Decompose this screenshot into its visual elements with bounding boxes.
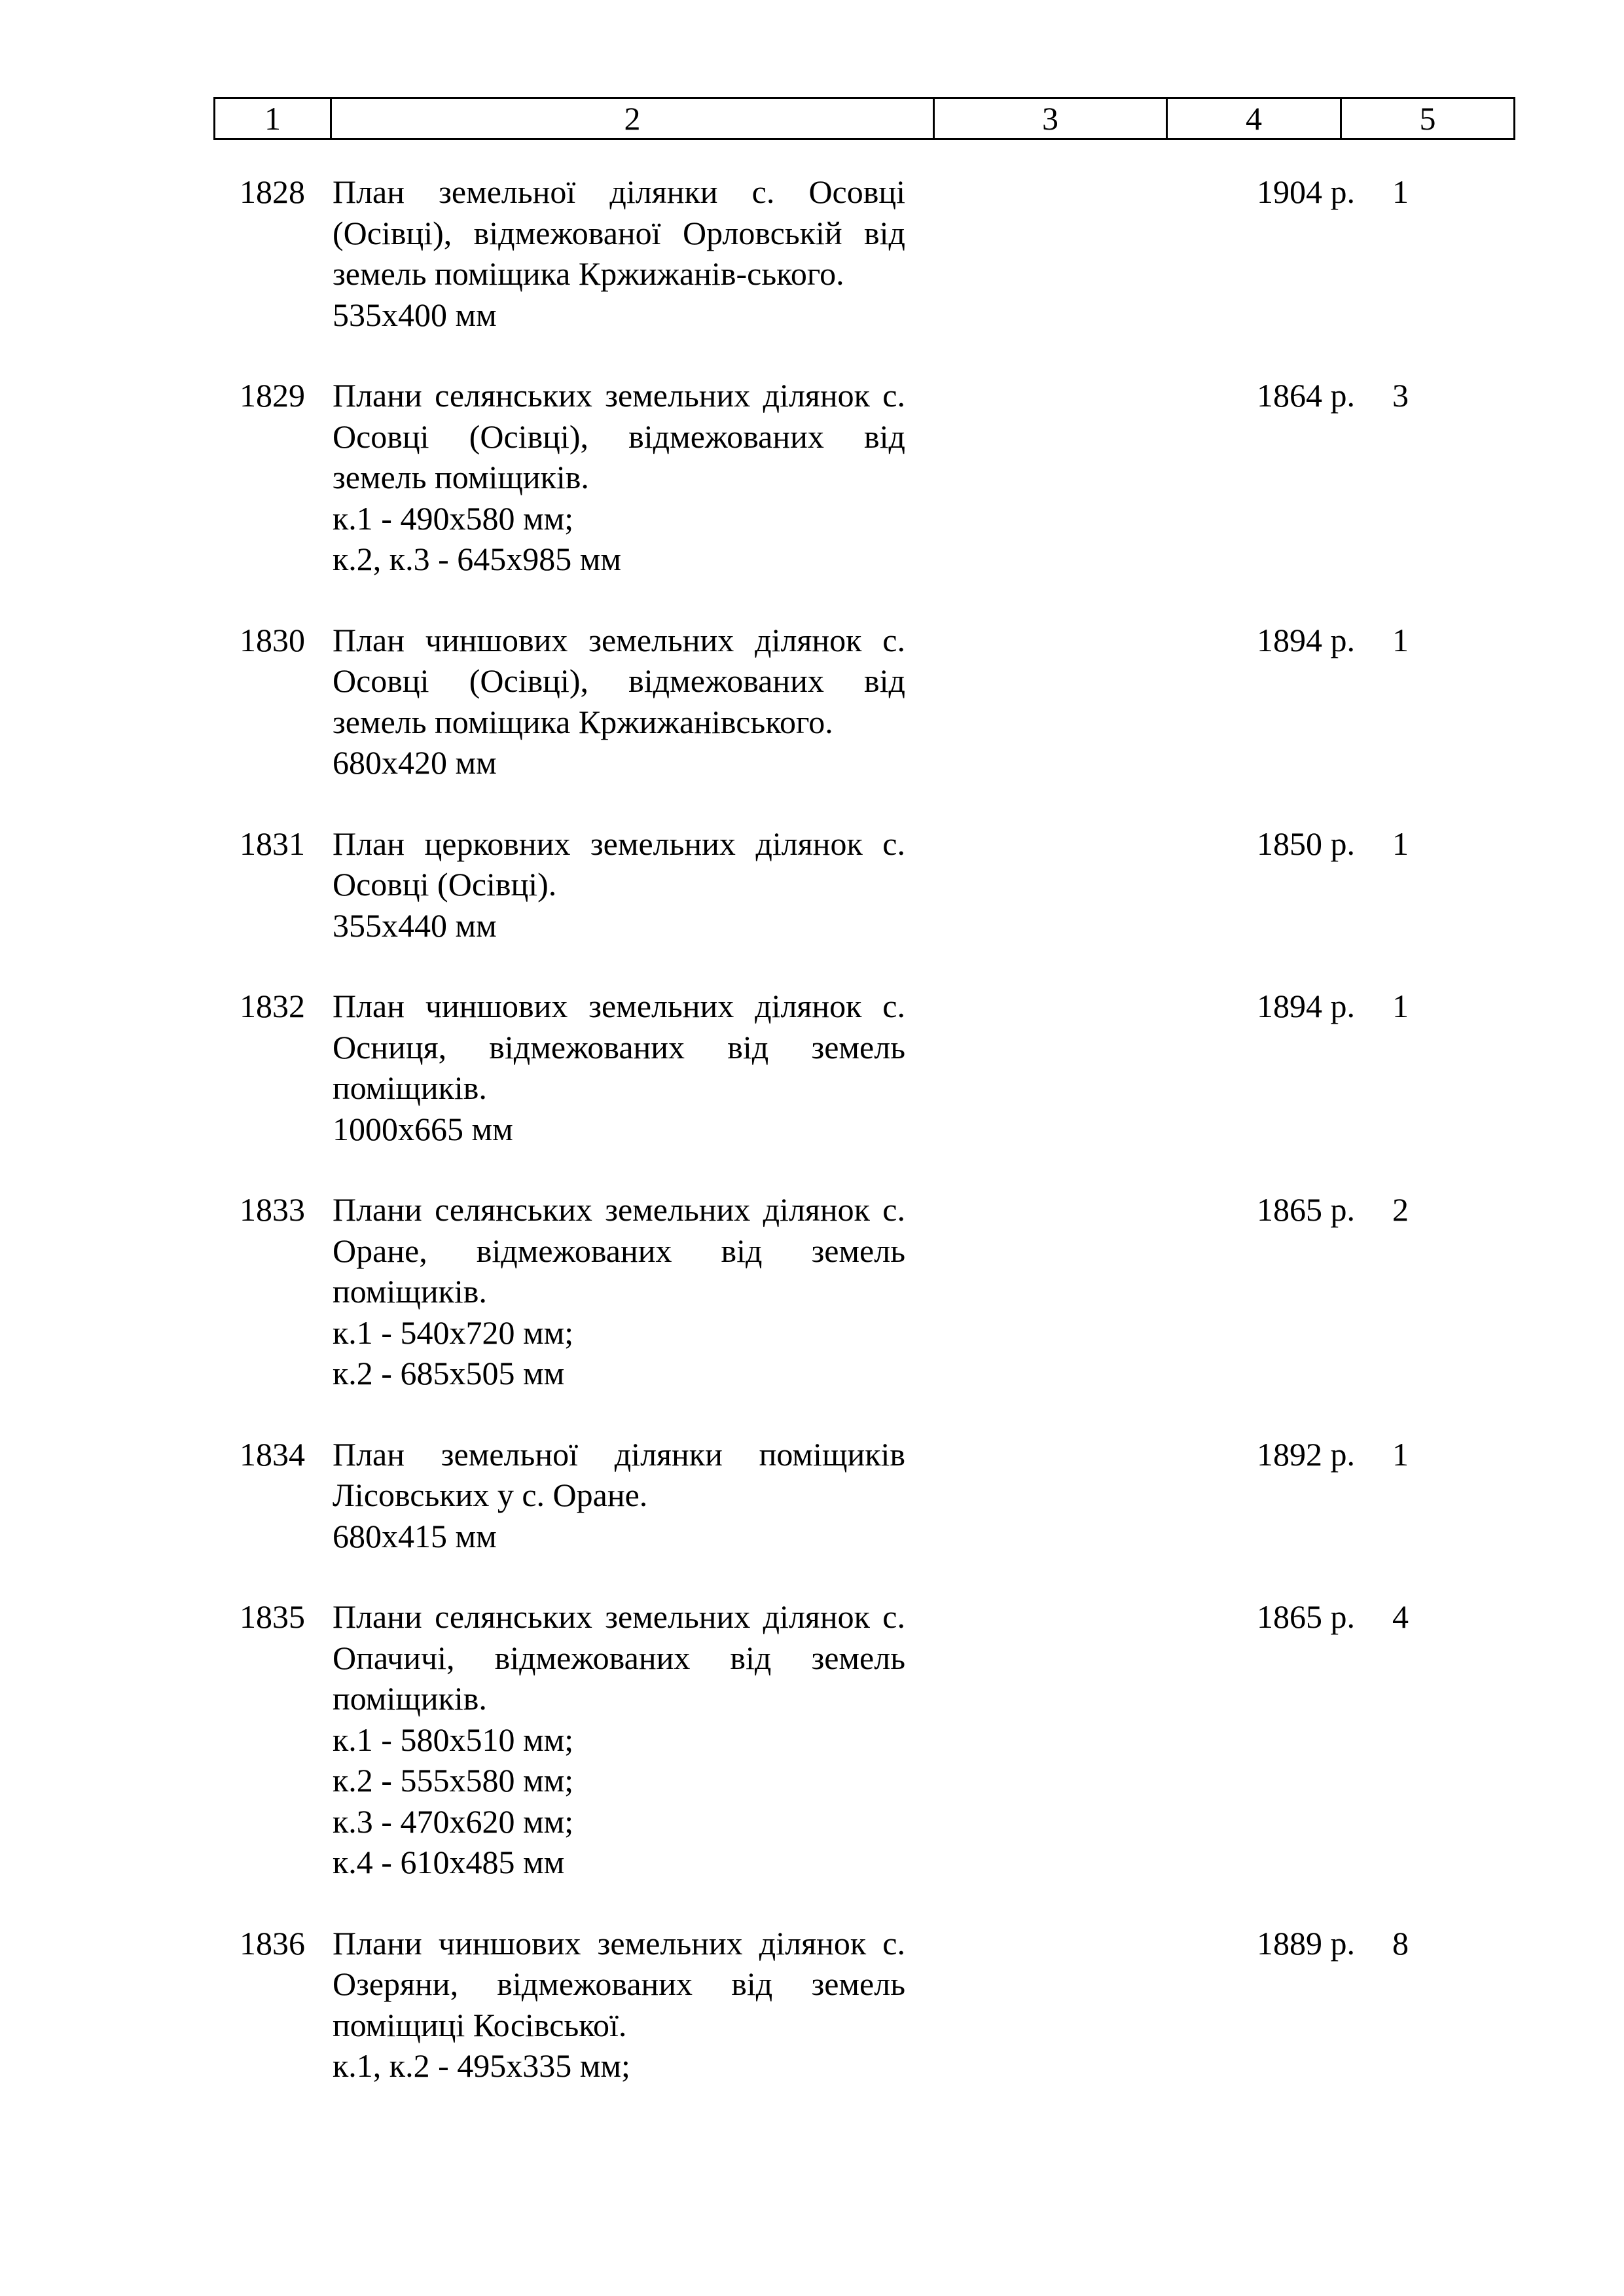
record-spacer [213, 1394, 1513, 1434]
record-size: к.1 - 540х720 мм; [333, 1314, 574, 1351]
record-row [213, 1189, 1513, 1394]
record-number: 1831 [240, 825, 305, 862]
column-header-4: 4 [1167, 98, 1341, 139]
record-spacer [213, 783, 1513, 823]
record-size: к.2 - 685х505 мм [333, 1355, 565, 1391]
record-count: 1 [1392, 1435, 1409, 1473]
record-title: План церковних земельних ділянок с. Осовці (Осівці). [333, 825, 905, 903]
column-header-row [215, 98, 1515, 139]
records-list [213, 171, 1513, 2087]
record-row [213, 986, 1513, 1149]
record-size: к.4 - 610х485 мм [333, 1844, 565, 1880]
record-number: 1829 [240, 377, 305, 414]
record-count: 4 [1392, 1598, 1409, 1635]
record-number: 1828 [240, 173, 305, 210]
record-description [331, 986, 1132, 1149]
record-description [331, 620, 1132, 783]
record-count: 3 [1392, 377, 1409, 414]
record-size: 1000х665 мм [333, 1110, 513, 1147]
record-row [213, 823, 1513, 946]
record-count: 8 [1392, 1924, 1409, 1962]
record-count: 1 [1392, 825, 1409, 862]
record-size: 355х440 мм [333, 906, 497, 944]
column-header-2: 2 [331, 98, 934, 139]
record-spacer [213, 1556, 1513, 1596]
record-description [331, 1434, 1132, 1557]
record-description [331, 171, 1132, 335]
record-row [213, 171, 1513, 335]
record-count: 1 [1392, 988, 1409, 1024]
record-year: 1894 р. [1257, 621, 1355, 658]
record-year: 1889 р. [1257, 1924, 1355, 1962]
record-size: к.1 - 490х580 мм; [333, 499, 574, 537]
record-title: Плани чиншових земельних ділянок с. Озеряни, відмежованих від земель поміщиці Косівської. [333, 1924, 905, 2043]
record-description [331, 1189, 1132, 1394]
record-row [213, 375, 1513, 580]
record-description [331, 1596, 1132, 1883]
record-count: 1 [1392, 173, 1409, 210]
record-title: План земельної ділянки с. Осовці (Осівці), відмежованої Орловській від земель поміщика Кржижанів-ського. [333, 173, 905, 292]
record-number: 1835 [240, 1598, 305, 1635]
record-year: 1904 р. [1257, 173, 1355, 210]
record-size: к.2, к.3 - 645х985 мм [333, 541, 622, 577]
record-row [213, 1923, 1513, 2087]
record-year: 1865 р. [1257, 1191, 1355, 1228]
record-spacer [213, 580, 1513, 620]
column-header-table [213, 97, 1515, 140]
record-spacer [213, 946, 1513, 986]
record-size: к.1 - 580х510 мм; [333, 1721, 574, 1758]
record-description [331, 823, 1132, 946]
record-row [213, 1434, 1513, 1557]
record-title: План земельної ділянки поміщиків Лісовських у с. Оране. [333, 1435, 905, 1513]
record-row [213, 1596, 1513, 1883]
record-title: План чиншових земельних ділянок с. Осниця, відмежованих від земель поміщиків. [333, 988, 905, 1106]
record-title: Плани селянських земельних ділянок с. Опачичі, відмежованих від земель поміщиків. [333, 1598, 905, 1717]
record-size: 680х420 мм [333, 744, 497, 781]
record-size: 535х400 мм [333, 296, 497, 333]
column-header-5: 5 [1341, 98, 1515, 139]
record-number: 1836 [240, 1924, 305, 1962]
record-year: 1864 р. [1257, 377, 1355, 414]
record-spacer [213, 1883, 1513, 1923]
record-size: 680х415 мм [333, 1517, 497, 1554]
record-count: 1 [1392, 621, 1409, 658]
record-row [213, 620, 1513, 783]
record-number: 1834 [240, 1435, 305, 1473]
record-year: 1865 р. [1257, 1598, 1355, 1635]
record-description [331, 1923, 1132, 2087]
column-header-1: 1 [215, 98, 331, 139]
record-description [331, 375, 1132, 580]
record-size: к.2 - 555х580 мм; [333, 1762, 574, 1799]
record-size: к.3 - 470х620 мм; [333, 1803, 574, 1840]
record-title: Плани селянських земельних ділянок с. Осовці (Осівці), відмежованих від земель поміщиків. [333, 377, 905, 495]
record-spacer [213, 335, 1513, 375]
record-year: 1894 р. [1257, 988, 1355, 1024]
column-header-3: 3 [934, 98, 1167, 139]
record-number: 1833 [240, 1191, 305, 1228]
record-spacer [213, 1149, 1513, 1189]
record-number: 1832 [240, 988, 305, 1024]
record-size: к.1, к.2 - 495х335 мм; [333, 2047, 630, 2084]
record-title: План чиншових земельних ділянок с. Осовці (Осівці), відмежованих від земель поміщика Кржижанівського. [333, 621, 905, 740]
record-year: 1892 р. [1257, 1435, 1355, 1473]
record-year: 1850 р. [1257, 825, 1355, 862]
record-title: Плани селянських земельних ділянок с. Оране, відмежованих від земель поміщиків. [333, 1191, 905, 1310]
record-count: 2 [1392, 1191, 1409, 1228]
record-number: 1830 [240, 621, 305, 658]
